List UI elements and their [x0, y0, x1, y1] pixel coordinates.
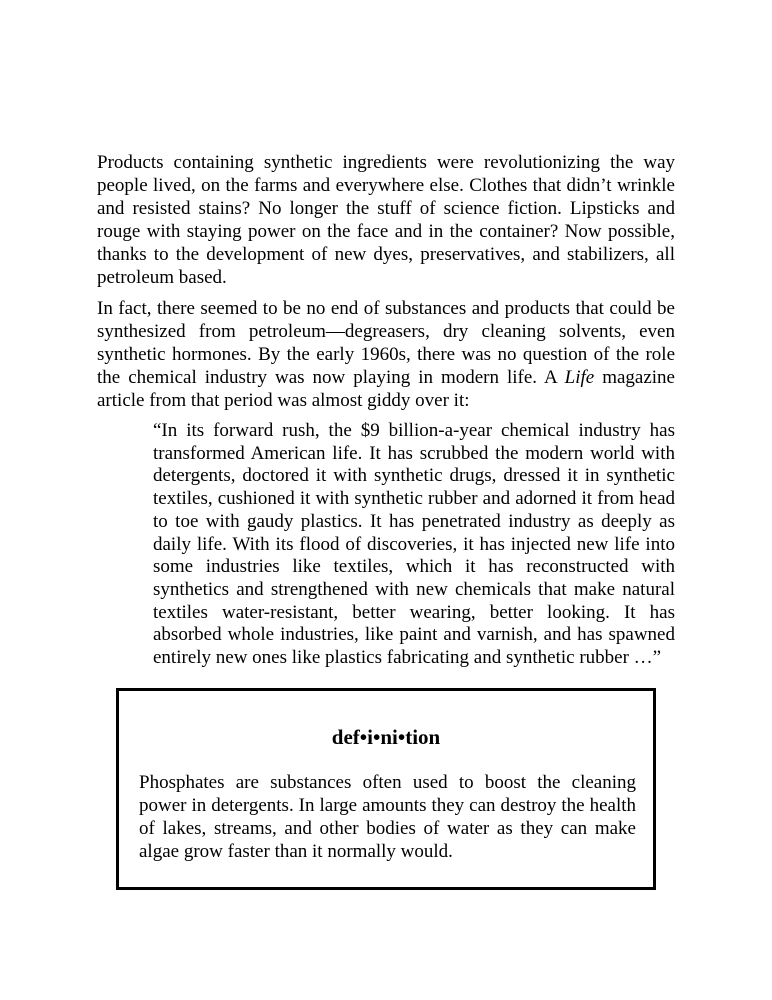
paragraph-text-before-italic: In fact, there seemed to be no end of substances and products that could be synthesized from petroleum—degreasers, dry cleaning solvents, even synthetic hormones. By the early 1960s, there was no question of the role the chemical industry was now playing in modern life. A — [97, 298, 675, 388]
life-magazine-quote: “In its forward rush, the $9 billion-a-year chemical industry has transformed American life. It has scrubbed the modern world with detergents, doctored it with synthetic drugs, dressed it in synthetic textiles, cushioned it with synthetic rubber and adorned it from head to toe with gaudy plastics. It has penetrated industry as deeply as daily life. With its flood of discoveries, it has injected new life into some industries like textiles, which it has reconstructed with synthetics and strengthened with new chemicals that make natural textiles water-resistant, better wearing, better looking. It has absorbed whole industries, like paint and varnish, and has spawned entirely new ones like plastics fabricating and synthetic rubber …” — [153, 420, 675, 669]
paragraph-text-after-italic: magazine article from that period was almost giddy over it: — [97, 367, 675, 411]
body-paragraph-petroleum-substances — [97, 297, 675, 412]
definition-body: Phosphates are substances often used to boost the cleaning power in detergents. In large amounts they can destroy the health of lakes, streams, and other bodies of water as they can make algae grow faster than it normally would. — [139, 772, 636, 862]
definition-title: def•i•ni•tion — [331, 725, 441, 749]
body-paragraph-synthetic-products: Products containing synthetic ingredients were revolutionizing the way people lived, on the farms and everywhere else. Clothes that didn’t wrinkle and resisted stains? No longer the stuff of science fiction. Lipsticks and rouge with staying power on the face and in the container? Now possible, thanks to the development of new dyes, preservatives, and stabilizers, all petroleum based. — [97, 152, 675, 288]
definition-box — [116, 688, 656, 890]
magazine-title-italic: Life — [564, 367, 595, 388]
